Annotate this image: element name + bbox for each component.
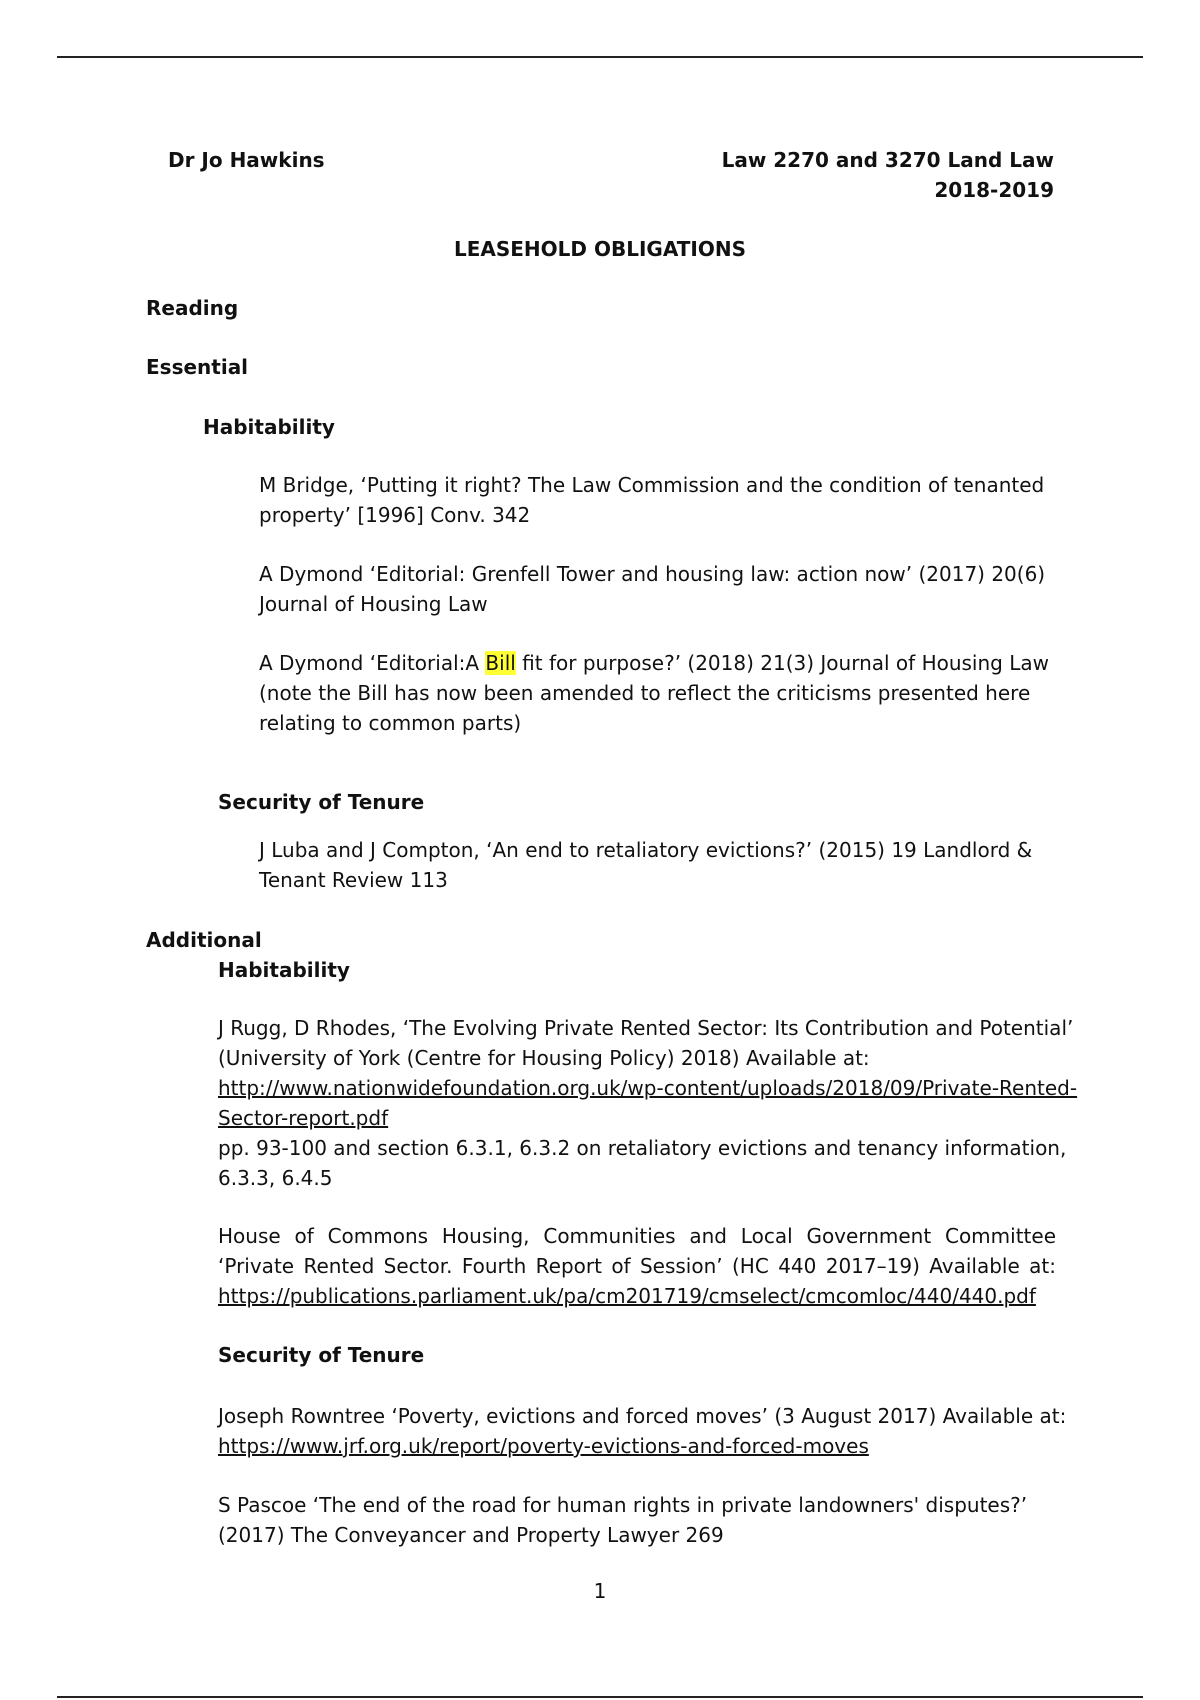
reference-house-of-commons [218,1221,1056,1311]
reference-luba-compton: J Luba and J Compton, ‘An end to retaliatory evictions?’ (2015) 19 Landlord & Tenant Review 113 [259,838,1033,892]
top-rule [57,56,1143,58]
reference-dymond-bill-start: A Dymond ‘Editorial:A [259,651,486,675]
reference-rowntree [218,1401,1078,1461]
reference-dymond-bill-end: fit for purpose?’ (2018) 21(3) Journal of Housing Law (note the Bill has now been amended to reflect the criticisms presented here relating to common parts) [259,651,1049,735]
reference-rugg-pages: pp. 93-100 and section 6.3.1, 6.3.2 on retaliatory evictions and tenancy information, 6.3.3, 6.4.5 [218,1136,1067,1190]
heading-additional-security: Security of Tenure [218,1343,425,1367]
link-parliament-report[interactable]: https://publications.parliament.uk/pa/cm201719/cmselect/cmcomloc/440/440.pdf [218,1284,1036,1308]
reference-bridge: M Bridge, ‘Putting it right? The Law Commission and the condition of tenanted property’ [1996] Conv. 342 [259,473,1045,527]
heading-additional: Additional [146,928,262,952]
author-name: Dr Jo Hawkins [168,148,325,172]
reference-commons-text: House of Commons Housing, Communities and Local Government Committee ‘Private Rented Sector. Fourth Report of Session’ (HC 440 2017–19) Available at: [218,1224,1056,1278]
bottom-rule [57,1696,1143,1698]
course-title: Law 2270 and 3270 Land Law [721,148,1054,172]
reference-pascoe: S Pascoe ‘The end of the road for human rights in private landowners' disputes?’ (2017) The Conveyancer and Property Lawyer 269 [218,1493,1028,1547]
reference-rowntree-text: Joseph Rowntree ‘Poverty, evictions and forced moves’ (3 August 2017) Available at: [218,1404,1067,1428]
highlighted-word: Bill [485,651,516,675]
heading-reading: Reading [146,296,239,320]
link-nationwide-report[interactable]: http://www.nationwidefoundation.org.uk/wp-content/uploads/2018/09/Private-Rented-Sector-report.pdf [218,1076,1078,1130]
reference-rugg-rhodes [218,1013,1078,1193]
heading-essential-habitability: Habitability [203,415,335,439]
heading-essential: Essential [146,355,249,379]
reference-rugg-text: J Rugg, D Rhodes, ‘The Evolving Private Rented Sector: Its Contribution and Potential’ (University of York (Centre for Housing Policy) 2018) Available at: [218,1016,1074,1070]
course-info [494,145,1054,205]
page-number: 1 [593,1579,607,1603]
academic-year: 2018-2019 [934,178,1054,202]
reference-dymond-grenfell: A Dymond ‘Editorial: Grenfell Tower and housing law: action now’ (2017) 20(6) Journal of Housing Law [259,562,1046,616]
heading-additional-habitability: Habitability [218,958,350,982]
link-jrf-report[interactable]: https://www.jrf.org.uk/report/poverty-evictions-and-forced-moves [218,1434,869,1458]
document-title: LEASEHOLD OBLIGATIONS [453,237,746,261]
heading-essential-security: Security of Tenure [218,790,425,814]
reference-dymond-bill [259,648,1079,738]
